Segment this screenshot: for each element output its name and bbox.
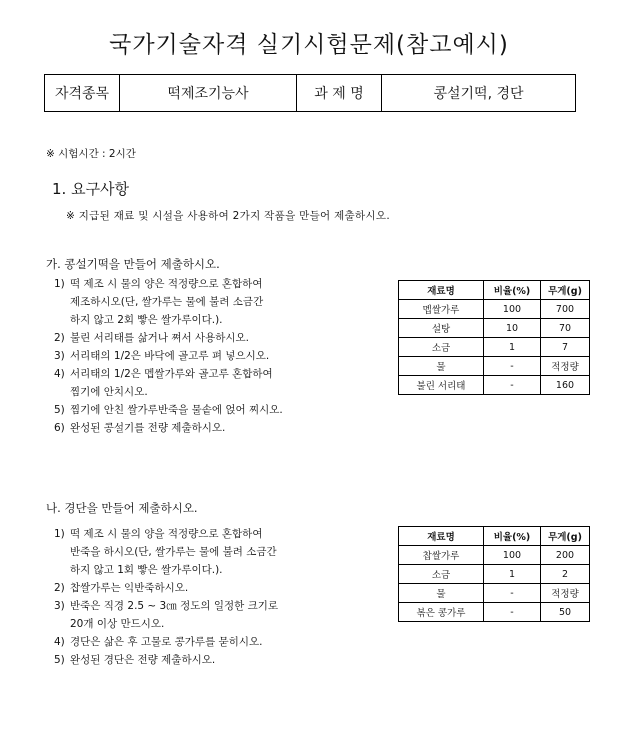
task-value: 콩설기떡, 경단 [382,75,576,112]
table-header-cell: 무게(g) [541,527,590,546]
step-number: 1) [54,278,65,290]
table-header-cell: 재료명 [399,527,484,546]
table-header-cell: 비율(%) [484,281,541,300]
table-row [399,603,590,622]
table-row [399,319,590,338]
table-row [399,546,590,565]
step-line [54,579,278,597]
step-number [54,615,70,633]
step-line [54,383,283,401]
step-line [54,651,278,669]
table-cell: - [484,603,541,622]
table-row [399,357,590,376]
table-header-cell: 비율(%) [484,527,541,546]
step-number: 4) [54,368,65,380]
part-b-ingredient-table [398,526,590,622]
table-row [399,376,590,395]
step-number: 4) [54,636,65,648]
step-line [54,419,283,437]
step-text: 경단은 삶은 후 고물로 콩가루를 묻히시오. [70,636,263,648]
step-text: 하지 않고 1회 빻은 쌀가루이다.). [70,564,223,576]
table-cell: 1 [484,565,541,584]
step-number: 3) [54,600,65,612]
step-text: 불린 서리태를 삶거나 쪄서 사용하시오. [70,332,249,344]
requirements-note: ※ 지급된 재료 및 시설을 사용하여 2가지 작품을 만들어 제출하시오. [66,210,390,222]
step-number: 2) [54,332,65,344]
table-cell: 160 [541,376,590,395]
step-line [54,561,278,579]
step-text: 서리태의 1/2은 멥쌀가루와 골고루 혼합하여 [70,368,273,380]
task-label: 과 제 명 [297,75,382,112]
step-number [54,293,70,311]
table-cell: 적정량 [541,584,590,603]
step-number: 3) [54,350,65,362]
table-cell: 볶은 콩가루 [399,603,484,622]
step-text: 서리태의 1/2은 바닥에 골고루 펴 넣으시오. [70,350,270,362]
table-cell: 멥쌀가루 [399,300,484,319]
table-cell: 100 [484,300,541,319]
document-title: 국가기술자격 실기시험문제(참고예시) [109,32,509,58]
table-cell: - [484,357,541,376]
table-cell: - [484,376,541,395]
step-text: 찜기에 안치시오. [70,386,148,398]
step-text: 떡 제조 시 물의 양을 적정량으로 혼합하여 [70,528,263,540]
step-text: 완성된 콩설기를 전량 제출하시오. [70,422,226,434]
table-row [399,584,590,603]
step-text: 반죽을 하시오(단, 쌀가루는 물에 불려 소금간 [70,546,277,558]
step-number: 1) [54,528,65,540]
step-line [54,525,278,543]
step-text: 찹쌀가루는 익반죽하시오. [70,582,189,594]
step-text: 제조하시오(단, 쌀가루는 물에 불려 소금간 [70,296,264,308]
step-line [54,597,278,615]
table-cell: 700 [541,300,590,319]
table-cell: 70 [541,319,590,338]
table-row [399,338,590,357]
table-row [399,565,590,584]
step-line [54,401,283,419]
field-value: 떡제조기능사 [120,75,297,112]
step-text: 20개 이상 만드시오. [70,618,165,630]
part-b-steps [54,525,278,669]
table-cell: 적정량 [541,357,590,376]
table-cell: - [484,584,541,603]
step-number: 5) [54,404,65,416]
step-line [54,615,278,633]
table-cell: 100 [484,546,541,565]
part-a-steps [54,275,283,437]
step-line [54,347,283,365]
part-a-heading: 가. 콩설기떡을 만들어 제출하시오. [46,257,220,271]
exam-time: ※ 시험시간 : 2시간 [46,148,136,160]
step-number [54,383,70,401]
step-number [54,311,70,329]
step-line [54,329,283,347]
table-cell: 7 [541,338,590,357]
part-b-heading: 나. 경단을 만들어 제출하시오. [46,501,198,515]
table-row [399,300,590,319]
table-cell: 불린 서리태 [399,376,484,395]
step-number [54,561,70,579]
table-cell: 소금 [399,338,484,357]
step-text: 완성된 경단은 전량 제출하시오. [70,654,216,666]
step-line [54,633,278,651]
part-a-ingredient-table [398,280,590,395]
step-number [54,543,70,561]
table-cell: 물 [399,584,484,603]
table-cell: 찹쌀가루 [399,546,484,565]
table-cell: 2 [541,565,590,584]
table-header-cell: 무게(g) [541,281,590,300]
table-cell: 10 [484,319,541,338]
table-cell: 설탕 [399,319,484,338]
step-text: 반죽은 직경 2.5 ~ 3㎝ 정도의 일정한 크기로 [70,600,279,612]
step-line [54,311,283,329]
table-cell: 물 [399,357,484,376]
step-line [54,365,283,383]
step-line [54,293,283,311]
step-number: 2) [54,582,65,594]
table-cell: 200 [541,546,590,565]
table-header-cell: 재료명 [399,281,484,300]
field-label: 자격종목 [45,75,120,112]
step-text: 떡 제조 시 물의 양은 적정량으로 혼합하여 [70,278,263,290]
table-cell: 1 [484,338,541,357]
step-text: 찜기에 안친 쌀가루반죽을 물솥에 얹어 찌시오. [70,404,283,416]
requirements-heading: 1. 요구사항 [52,180,130,198]
step-number: 5) [54,654,65,666]
table-cell: 소금 [399,565,484,584]
table-cell: 50 [541,603,590,622]
step-line [54,275,283,293]
step-text: 하지 않고 2회 빻은 쌀가루이다.). [70,314,223,326]
step-line [54,543,278,561]
exam-header-table [44,74,576,112]
step-number: 6) [54,422,65,434]
